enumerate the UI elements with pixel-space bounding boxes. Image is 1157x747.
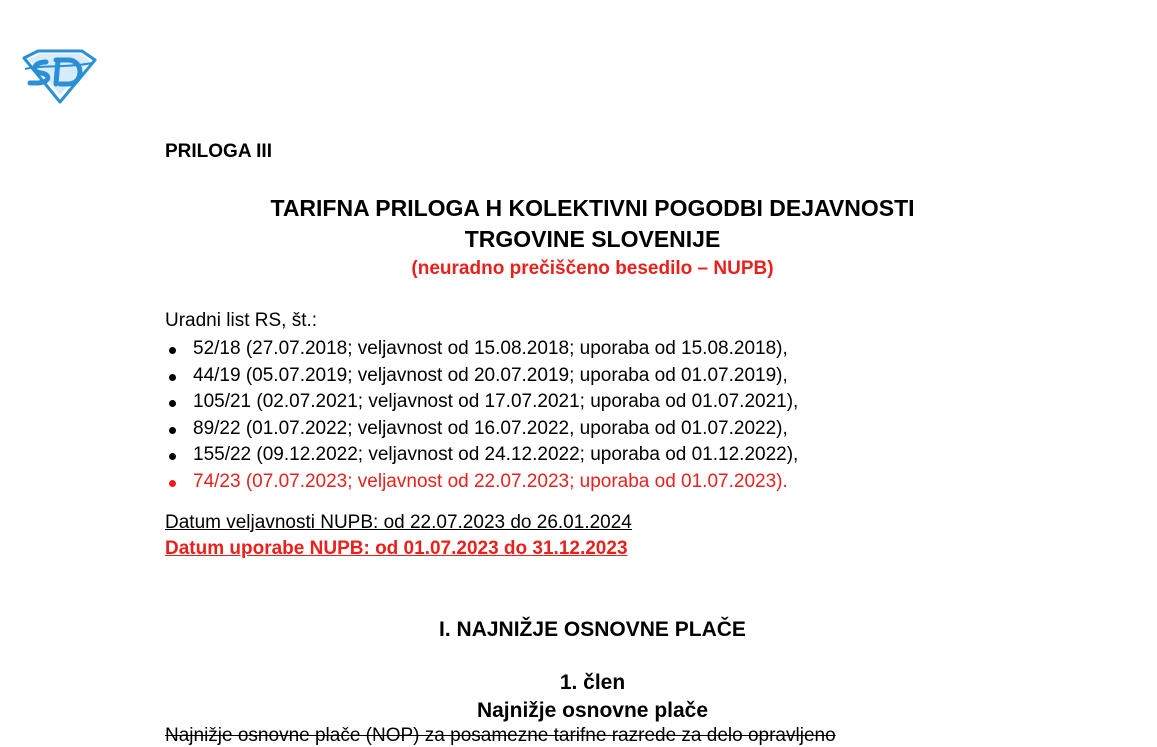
gazette-entry: [165, 363, 798, 390]
gazette-list: [165, 336, 798, 496]
gazette-entry-text: 89/22 (01.07.2022; veljavnost od 16.07.2022, uporaba od 01.07.2022),: [193, 417, 788, 439]
gazette-entry: [165, 336, 798, 363]
validity-date: Datum veljavnosti NUPB: od 22.07.2023 do 26.01.2024: [165, 512, 632, 533]
article-body-text: Najnižje osnovne plače (NOP) za posamezne tarifne razrede za delo opravljeno: [165, 725, 836, 746]
section-title: I. NAJNIŽJE OSNOVNE PLAČE: [439, 618, 746, 641]
gazette-entry: [165, 416, 798, 443]
document-subtitle: (neuradno prečiščeno besedilo – NUPB): [411, 258, 774, 279]
article-title: Najnižje osnovne plače: [476, 699, 709, 722]
document-title-line-1: TARIFNA PRILOGA H KOLEKTIVNI POGODBI DEJAVNOSTI: [270, 195, 915, 221]
bullet-icon: [169, 347, 176, 354]
bullet-icon: [169, 400, 176, 407]
bullet-icon: [169, 480, 176, 487]
sd-shield-logo-icon: [20, 48, 98, 104]
annex-label: PRILOGA III: [165, 141, 272, 162]
gazette-entry-text: 44/19 (05.07.2019; veljavnost od 20.07.2019; uporaba od 01.07.2019),: [193, 364, 788, 386]
gazette-entry-text: 105/21 (02.07.2021; veljavnost od 17.07.2021; uporaba od 01.07.2021),: [193, 391, 799, 413]
gazette-entry-text: 74/23 (07.07.2023; veljavnost od 22.07.2023; uporaba od 01.07.2023).: [193, 470, 788, 492]
document-title-line-2: TRGOVINE SLOVENIJE: [464, 226, 721, 252]
gazette-entry-text: 52/18 (27.07.2018; veljavnost od 15.08.2018; uporaba od 15.08.2018),: [193, 338, 788, 359]
gazette-entry-text: 155/22 (09.12.2022; veljavnost od 24.12.2022; uporaba od 01.12.2022),: [193, 444, 799, 466]
article-number: 1. člen: [559, 671, 626, 694]
bullet-icon: [169, 374, 176, 381]
gazette-entry: [165, 442, 798, 469]
usage-date: Datum uporabe NUPB: od 01.07.2023 do 31.12.2023: [165, 538, 628, 559]
gazette-entry: [165, 389, 798, 416]
gazette-label: Uradni list RS, št.:: [165, 310, 318, 331]
gazette-entry-latest: [165, 469, 798, 496]
bullet-icon: [169, 427, 176, 434]
bullet-icon: [169, 453, 176, 460]
